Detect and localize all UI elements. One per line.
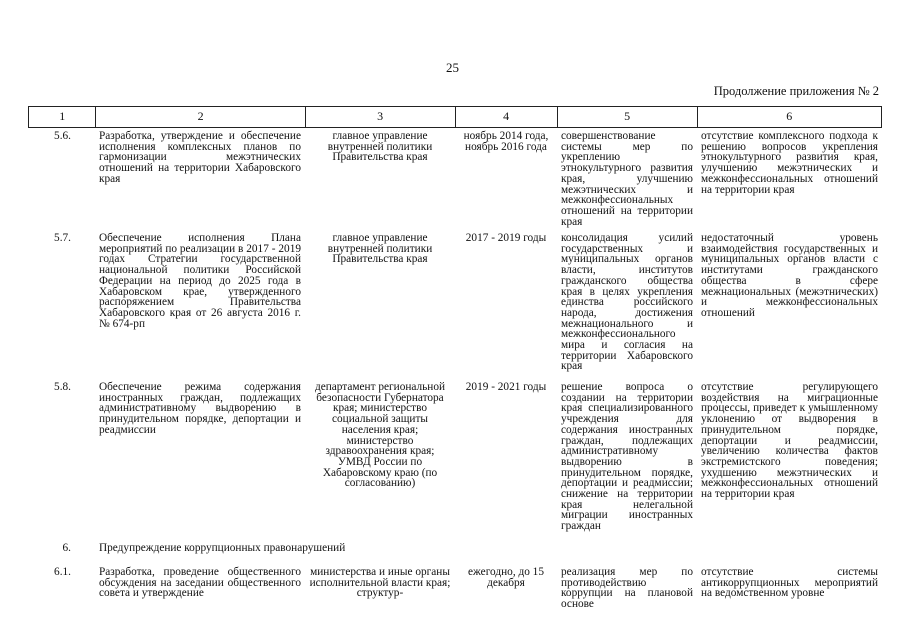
- consequences: отсутствие регулирующего воздействия на миграционные процессы, приведет к умышленному уклонению от выдворения в принудительном порядке, депортации и реадмиссии, увеличению количества фактов экстремистского поведения; ухудшению межэтнических и межконфессиональных отношений на территории края: [701, 381, 878, 501]
- consequences: недостаточный уровень взаимодействия государственных и муниципальных органов власти с институтами гражданского общества в сфере межнациональных (межэтнических) и межконфессиональных отношений: [701, 232, 878, 319]
- table-row: [28, 382, 882, 532]
- responsible: министерства и иные органы исполнительной власти края; структур-: [309, 566, 451, 600]
- header-col-5: 5: [557, 107, 697, 127]
- expected-result: совершенствование системы мер по укреплению этнокультурного развития края, улучшению межэтнических и межконфессиональных отношений на территории края: [561, 130, 693, 228]
- page-number: 25: [446, 60, 459, 75]
- section-heading: [28, 542, 882, 554]
- deadline: 2017 - 2019 годы: [465, 232, 547, 244]
- responsible: главное управление внутренней политики Правительства края: [327, 232, 433, 266]
- consequences: отсутствие комплексного подхода к решению вопросов укрепления этнокультурного развития края, улучшению межэтнических и межконфессиональных отношений на территории края: [701, 130, 878, 196]
- header-col-4: 4: [455, 107, 557, 127]
- measure-name: Разработка, проведение общественного обсуждения на заседании общественного совета и утверждение: [99, 566, 301, 600]
- section-number: 6.: [62, 542, 71, 554]
- measure-name: Разработка, утверждение и обеспечение исполнения комплексных планов по гармонизации межэтнических отношений на территории Хабаровского края: [99, 130, 301, 185]
- deadline: ежегодно, до 15 декабря: [468, 566, 544, 589]
- header-col-3: 3: [305, 107, 455, 127]
- measure-name: Обеспечение режима содержания иностранных граждан, подлежащих административному выдворению в принудительном порядке, депортации и реадмиссии: [99, 381, 301, 436]
- deadline: ноябрь 2014 года, ноябрь 2016 года: [463, 130, 549, 153]
- expected-result: консолидация усилий государственных и муниципальных органов власти, институтов гражданского общества края в целях укрепления единства российского народа, достижения межнационального и межконфессионального мира и согласия на территории Хабаровского края: [561, 232, 693, 373]
- header-col-1: 1: [28, 107, 95, 127]
- table-header: [28, 106, 882, 128]
- section-title: Предупреждение коррупционных правонарушений: [99, 542, 346, 554]
- row-number: 5.6.: [54, 130, 71, 142]
- expected-result: реализация мер по противодействию коррупции на плановой основе: [561, 566, 693, 611]
- responsible: главное управление внутренней политики Правительства края: [327, 130, 433, 164]
- table-row: [28, 233, 882, 372]
- header-col-2: 2: [95, 107, 304, 127]
- row-number: 5.8.: [54, 381, 71, 393]
- continuation-note: Продолжение приложения № 2: [713, 84, 879, 98]
- expected-result: решение вопроса о создании на территории края специализированного учреждения для содержания иностранных граждан, подлежащих административному выдворению в принудительном порядке, депортации и реадмиссии; снижение на территории края нелегальной миграции иностранных граждан: [561, 381, 693, 533]
- row-number: 6.1.: [54, 566, 71, 578]
- table-row: [28, 567, 882, 610]
- measure-name: Обеспечение исполнения Плана мероприятий по реализации в 2017 - 2019 годах Стратегии государственной национальной политики Российской Федерации на период до 2025 года в Хабаровском крае, утвержденного распоряжением Правительства Хабаровского края от 26 августа 2016 г. № 674-рп: [99, 232, 301, 330]
- responsible: департамент региональной безопасности Губернатора края; министерство социальной защиты населения края; министерство здравоохранения края; УМВД России по Хабаровскому краю (по согласованию): [314, 381, 446, 490]
- consequences: отсутствие системы антикоррупционных мероприятий на ведомственном уровне: [701, 566, 878, 600]
- table-row: [28, 131, 882, 227]
- header-col-6: 6: [697, 107, 882, 127]
- deadline: 2019 - 2021 годы: [465, 381, 547, 393]
- row-number: 5.7.: [54, 232, 71, 244]
